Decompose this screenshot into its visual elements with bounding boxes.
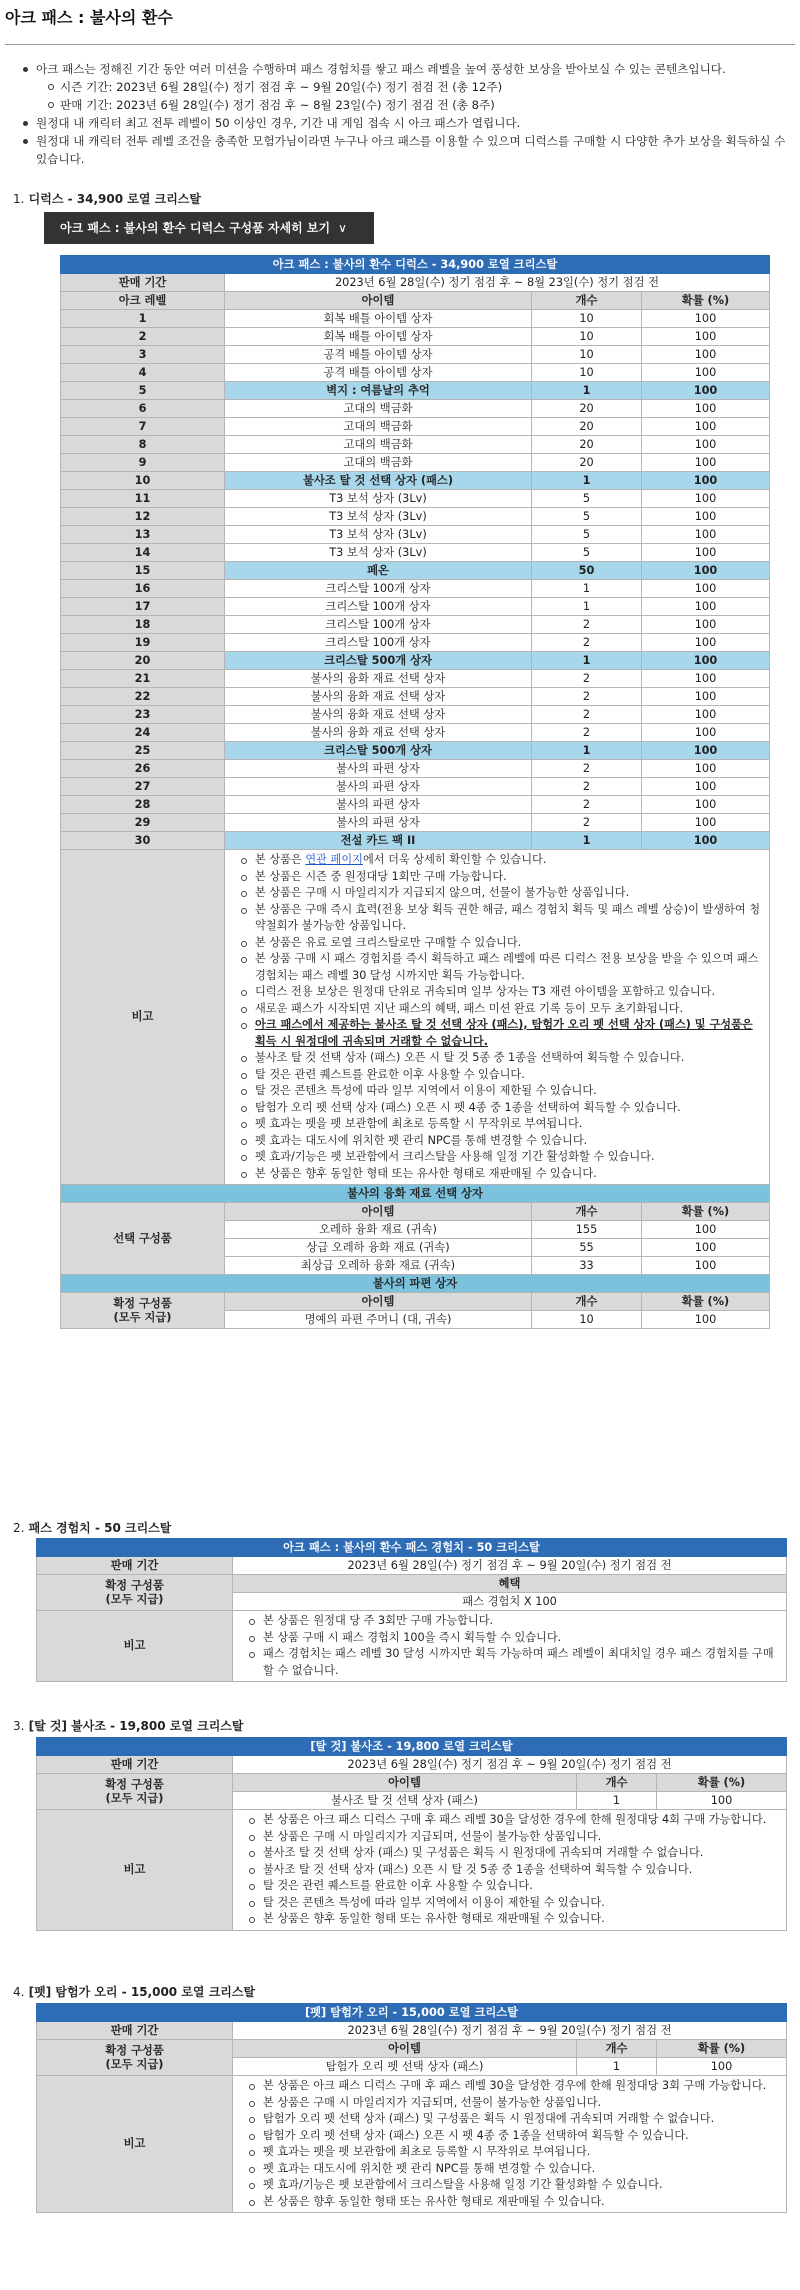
qty-cell: 1 — [532, 382, 642, 400]
level-cell: 6 — [61, 400, 225, 418]
title-divider — [5, 44, 795, 45]
level-row — [61, 526, 770, 544]
col-header-prob: 확률 (%) — [657, 2040, 787, 2058]
note-item: 불사조 탈 것 선택 상자 (패스) 오픈 시 탈 것 5종 중 1종을 선택하여 획득할 수 있습니다. — [255, 1050, 763, 1067]
item-cell: 크리스탈 500개 상자 — [225, 742, 532, 760]
level-cell: 15 — [61, 562, 225, 580]
choice-qty: 155 — [532, 1221, 642, 1239]
level-row — [61, 364, 770, 382]
item-cell: 공격 배틀 아이템 상자 — [225, 346, 532, 364]
level-cell: 8 — [61, 436, 225, 454]
prob-cell: 100 — [642, 562, 770, 580]
note-item: 본 상품은 원정대 당 주 3회만 구매 가능합니다. — [263, 1613, 780, 1630]
note-item: 탈 것은 관련 퀘스트를 완료한 이후 사용할 수 있습니다. — [263, 1878, 780, 1895]
shard-item: 명예의 파편 주머니 (대, 귀속) — [225, 1311, 532, 1329]
level-cell: 12 — [61, 508, 225, 526]
item-cell: 불사의 융화 재료 선택 상자 — [225, 724, 532, 742]
note-item: 본 상품은 아크 패스 디럭스 구매 후 패스 레벨 30을 달성한 경우에 한해 원정대당 4회 구매 가능합니다. — [263, 1812, 780, 1829]
qty-cell: 10 — [532, 328, 642, 346]
duck-item: 탐험가 오리 펫 선택 상자 (패스) — [233, 2058, 577, 2076]
prob-cell: 100 — [642, 346, 770, 364]
prob-cell: 100 — [642, 544, 770, 562]
qty-cell: 5 — [532, 508, 642, 526]
deluxe-table — [60, 255, 770, 1329]
level-row — [61, 346, 770, 364]
qty-cell: 2 — [532, 796, 642, 814]
item-cell: 불사조 탈 것 선택 상자 (패스) — [225, 472, 532, 490]
note-item: 본 상품은 구매 즉시 효력(전용 보상 획득 권한 해금, 패스 경험치 획득 및 패스 레벨 상승)이 발생하여 청약철회가 불가능한 상품입니다. — [255, 902, 763, 935]
prob-cell: 100 — [642, 778, 770, 796]
choice-item: 오레하 융화 재료 (귀속) — [225, 1221, 532, 1239]
item-cell: 전설 카드 팩 II — [225, 832, 532, 850]
level-row — [61, 436, 770, 454]
qty-cell: 1 — [532, 742, 642, 760]
note-item: 본 상품은 구매 시 마일리지가 지급되며, 선물이 불가능한 상품입니다. — [263, 1829, 780, 1846]
intro-item: 아크 패스는 정해진 기간 동안 여러 미션을 수행하며 패스 경험치를 쌓고 패스 레벨을 높여 풍성한 보상을 받아보실 수 있는 콘텐츠입니다. 시즌 기간: 2023년 6월 28일(수) 정기 점검 후 ~ 9월 20일(수) 정기 점검 전 (총 12주) 판매 기간: 2023년 6월 28일(수) 정기 점검 후 ~ 8월 23일(수) 정기 점검 전 (총 8주) — [36, 60, 786, 114]
section2-title: 2. 패스 경험치 - 50 크리스탈 — [13, 1521, 172, 1535]
sale-period-value: 2023년 6월 28일(수) 정기 점검 후 ~ 8월 23일(수) 정기 점검 전 — [225, 274, 770, 292]
note-item: 새로운 패스가 시작되면 지난 패스의 혜택, 패스 미션 완료 기록 등이 모두 초기화됩니다. — [255, 1001, 763, 1018]
prob-cell: 100 — [642, 436, 770, 454]
col-header-qty: 개수 — [532, 1293, 642, 1311]
choice-label: 선택 구성품 — [61, 1203, 225, 1275]
level-cell: 2 — [61, 328, 225, 346]
qty-cell: 2 — [532, 688, 642, 706]
prob-cell: 100 — [642, 454, 770, 472]
qty-cell: 20 — [532, 436, 642, 454]
sale-period-label: 판매 기간 — [37, 1557, 233, 1575]
qty-cell: 50 — [532, 562, 642, 580]
item-cell: 벽지 : 여름날의 추억 — [225, 382, 532, 400]
item-cell: 페온 — [225, 562, 532, 580]
level-cell: 5 — [61, 382, 225, 400]
level-row — [61, 580, 770, 598]
phoenix-table-title: [탈 것] 불사조 - 19,800 로열 크리스탈 — [37, 1738, 787, 1756]
prob-cell: 100 — [642, 724, 770, 742]
note-item: 펫 효과/기능은 펫 보관함에서 크리스탈을 사용해 일정 기간 활성화할 수 있습니다. — [255, 1149, 763, 1166]
item-cell: 크리스탈 100개 상자 — [225, 634, 532, 652]
prob-cell: 100 — [642, 382, 770, 400]
sale-period-value: 2023년 6월 28일(수) 정기 점검 후 ~ 9월 20일(수) 정기 점검 전 — [233, 1557, 787, 1575]
note-item: 본 상품 구매 시 패스 경험치 100을 즉시 획득할 수 있습니다. — [263, 1630, 780, 1647]
prob-cell: 100 — [642, 634, 770, 652]
sale-period-value: 2023년 6월 28일(수) 정기 점검 후 ~ 9월 20일(수) 정기 점검 전 — [233, 2022, 787, 2040]
duck-prob: 100 — [657, 2058, 787, 2076]
level-row — [61, 382, 770, 400]
note-label: 비고 — [37, 2076, 233, 2213]
deluxe-table-title: 아크 패스 : 불사의 환수 디럭스 - 34,900 로열 크리스탈 — [61, 256, 770, 274]
intro-sub-item: 판매 기간: 2023년 6월 28일(수) 정기 점검 후 ~ 8월 23일(수) 정기 점검 전 (총 8주) — [60, 96, 786, 114]
prob-cell: 100 — [642, 472, 770, 490]
note-item: 본 상품은 향후 동일한 형태 또는 유사한 형태로 재판매될 수 있습니다. — [255, 1166, 763, 1183]
qty-cell: 1 — [532, 652, 642, 670]
col-header-item: 아이템 — [225, 292, 532, 310]
level-row — [61, 634, 770, 652]
note-item: 불사조 탈 것 선택 상자 (패스) 오픈 시 탈 것 5종 중 1종을 선택하여 획득할 수 있습니다. — [263, 1862, 780, 1879]
item-cell: 회복 배틀 아이템 상자 — [225, 310, 532, 328]
level-cell: 24 — [61, 724, 225, 742]
prob-cell: 100 — [642, 688, 770, 706]
prob-cell: 100 — [642, 742, 770, 760]
duck-notes — [233, 2076, 787, 2213]
item-cell: 불사의 파편 상자 — [225, 814, 532, 832]
prob-cell: 100 — [642, 400, 770, 418]
note-item: 탈 것은 콘텐츠 특성에 따라 일부 지역에서 이용이 제한될 수 있습니다. — [255, 1083, 763, 1100]
pass-exp-table — [36, 1538, 787, 1682]
level-cell: 19 — [61, 634, 225, 652]
item-cell: 크리스탈 100개 상자 — [225, 580, 532, 598]
section3-title: 3. [탈 것] 불사조 - 19,800 로열 크리스탈 — [13, 1719, 244, 1733]
col-header-prob: 확률 (%) — [657, 1774, 787, 1792]
qty-cell: 10 — [532, 310, 642, 328]
note-item: 본 상품은 구매 시 마일리지가 지급되지 않으며, 선물이 불가능한 상품입니다. — [255, 885, 763, 902]
note-item: 아크 패스에서 제공하는 불사조 탈 것 선택 상자 (패스), 탐험가 오리 펫 선택 상자 (패스) 및 구성품은 획득 시 원정대에 귀속되며 거래할 수 없습니다. — [255, 1017, 763, 1050]
note-item: 펫 효과는 펫을 펫 보관함에 최초로 등록할 시 무작위로 부여됩니다. — [255, 1116, 763, 1133]
prob-cell: 100 — [642, 490, 770, 508]
phoenix-item: 불사조 탈 것 선택 상자 (패스) — [233, 1792, 577, 1810]
prob-cell: 100 — [642, 364, 770, 382]
qty-cell: 1 — [532, 472, 642, 490]
prob-cell: 100 — [642, 706, 770, 724]
level-cell: 18 — [61, 616, 225, 634]
level-cell: 20 — [61, 652, 225, 670]
duck-table-title: [펫] 탐험가 오리 - 15,000 로열 크리스탈 — [37, 2004, 787, 2022]
intro-item: 원정대 내 캐릭터 전투 레벨 조건을 충족한 모험가님이라면 누구나 아크 패스를 이용할 수 있으며 디럭스를 구매할 시 다양한 추가 보상을 획득하실 수 있습니다. — [36, 134, 786, 166]
qty-cell: 2 — [532, 814, 642, 832]
note-item: 본 상품은 구매 시 마일리지가 지급되며, 선물이 불가능한 상품입니다. — [263, 2095, 780, 2112]
prob-cell: 100 — [642, 580, 770, 598]
qty-cell: 1 — [532, 598, 642, 616]
item-cell: 크리스탈 100개 상자 — [225, 616, 532, 634]
item-cell: 고대의 백금화 — [225, 436, 532, 454]
note-item: 패스 경험치는 패스 레벨 30 달성 시까지만 획득 가능하며 패스 레벨이 최대치일 경우 패스 경험치를 구매할 수 없습니다. — [263, 1646, 780, 1679]
intro-list — [36, 60, 786, 168]
item-cell: T3 보석 상자 (3Lv) — [225, 526, 532, 544]
phoenix-notes-list — [263, 1812, 780, 1928]
item-cell: 크리스탈 500개 상자 — [225, 652, 532, 670]
level-cell: 25 — [61, 742, 225, 760]
level-row — [61, 688, 770, 706]
level-cell: 23 — [61, 706, 225, 724]
qty-cell: 2 — [532, 778, 642, 796]
note-item: 펫 효과는 대도시에 위치한 펫 관리 NPC를 통해 변경할 수 있습니다. — [255, 1133, 763, 1150]
qty-cell: 10 — [532, 346, 642, 364]
level-cell: 28 — [61, 796, 225, 814]
level-cell: 11 — [61, 490, 225, 508]
qty-cell: 20 — [532, 418, 642, 436]
note-label: 비고 — [37, 1810, 233, 1931]
qty-cell: 2 — [532, 616, 642, 634]
level-row — [61, 814, 770, 832]
item-cell: T3 보석 상자 (3Lv) — [225, 508, 532, 526]
note-item: 탐험가 오리 펫 선택 상자 (패스) 오픈 시 펫 4종 중 1종을 선택하여 획득할 수 있습니다. — [255, 1100, 763, 1117]
col-header-item: 아이템 — [225, 1203, 532, 1221]
level-row — [61, 652, 770, 670]
qty-cell: 2 — [532, 724, 642, 742]
level-cell: 3 — [61, 346, 225, 364]
level-row — [61, 562, 770, 580]
qty-cell: 5 — [532, 526, 642, 544]
level-row — [61, 418, 770, 436]
prob-cell: 100 — [642, 526, 770, 544]
prob-cell: 100 — [642, 598, 770, 616]
level-row — [61, 598, 770, 616]
qty-cell: 5 — [532, 544, 642, 562]
note-item: 탐험가 오리 펫 선택 상자 (패스) 및 구성품은 획득 시 원정대에 귀속되며 거래할 수 없습니다. — [263, 2111, 780, 2128]
level-cell: 21 — [61, 670, 225, 688]
note-item: 탈 것은 콘텐츠 특성에 따라 일부 지역에서 이용이 제한될 수 있습니다. — [263, 1895, 780, 1912]
level-cell: 17 — [61, 598, 225, 616]
note-item: 본 상품은 연관 페이지에서 더욱 상세히 확인할 수 있습니다. — [255, 852, 763, 869]
page-title: 아크 패스 : 불사의 환수 — [5, 8, 173, 27]
item-cell: 회복 배틀 아이템 상자 — [225, 328, 532, 346]
fixed-label: 확정 구성품 (모두 지급) — [61, 1293, 225, 1329]
qty-cell: 1 — [532, 832, 642, 850]
item-cell: 고대의 백금화 — [225, 400, 532, 418]
note-label: 비고 — [37, 1611, 233, 1682]
item-cell: 고대의 백금화 — [225, 418, 532, 436]
level-cell: 26 — [61, 760, 225, 778]
choice-prob: 100 — [642, 1239, 770, 1257]
phoenix-prob: 100 — [657, 1792, 787, 1810]
related-page-link[interactable]: 연관 페이지 — [305, 853, 363, 866]
intro-item: 원정대 내 캐릭터 최고 전투 레벨이 50 이상인 경우, 기간 내 게임 접속 시 아크 패스가 열립니다. — [36, 114, 786, 132]
level-cell: 14 — [61, 544, 225, 562]
qty-cell: 1 — [532, 580, 642, 598]
note-item: 불사조 탈 것 선택 상자 (패스) 및 구성품은 획득 시 원정대에 귀속되며 거래할 수 없습니다. — [263, 1845, 780, 1862]
col-header-level: 아크 레벨 — [61, 292, 225, 310]
level-cell: 16 — [61, 580, 225, 598]
qty-cell: 10 — [532, 364, 642, 382]
level-cell: 1 — [61, 310, 225, 328]
pass-exp-notes — [233, 1611, 787, 1682]
details-toggle-button[interactable]: 아크 패스 : 불사의 환수 디럭스 구성품 자세히 보기 ∨ — [44, 212, 374, 244]
prob-cell: 100 — [642, 670, 770, 688]
level-cell: 27 — [61, 778, 225, 796]
col-header-item: 아이템 — [233, 2040, 577, 2058]
prob-cell: 100 — [642, 616, 770, 634]
choice-item: 최상급 오레하 융화 재료 (귀속) — [225, 1257, 532, 1275]
prob-cell: 100 — [642, 796, 770, 814]
choice-item: 상급 오레하 융화 재료 (귀속) — [225, 1239, 532, 1257]
prob-cell: 100 — [642, 310, 770, 328]
level-row — [61, 616, 770, 634]
note-item: 펫 효과는 펫을 펫 보관함에 최초로 등록할 시 무작위로 부여됩니다. — [263, 2144, 780, 2161]
deluxe-notes — [225, 850, 770, 1185]
qty-cell: 20 — [532, 454, 642, 472]
level-cell: 30 — [61, 832, 225, 850]
fixed-label: 확정 구성품 (모두 지급) — [37, 1774, 233, 1810]
sale-period-label: 판매 기간 — [37, 2022, 233, 2040]
intro-sub-list — [60, 78, 786, 114]
prob-cell: 100 — [642, 418, 770, 436]
phoenix-qty: 1 — [577, 1792, 657, 1810]
choice-box-title: 불사의 융화 재료 선택 상자 — [61, 1185, 770, 1203]
fixed-label: 확정 구성품 (모두 지급) — [37, 2040, 233, 2076]
item-cell: 불사의 파편 상자 — [225, 778, 532, 796]
level-row — [61, 544, 770, 562]
choice-prob: 100 — [642, 1257, 770, 1275]
phoenix-notes — [233, 1810, 787, 1931]
duck-notes-list — [263, 2078, 780, 2210]
note-label: 비고 — [61, 850, 225, 1185]
note-item: 디럭스 전용 보상은 원정대 단위로 귀속되며 일부 상자는 T3 재련 아이템을 포함하고 있습니다. — [255, 984, 763, 1001]
item-cell: 불사의 융화 재료 선택 상자 — [225, 688, 532, 706]
level-cell: 7 — [61, 418, 225, 436]
level-cell: 10 — [61, 472, 225, 490]
note-item: 본 상품 구매 시 패스 경험치를 즉시 획득하고 패스 레벨에 따른 디럭스 전용 보상을 받을 수 있으며 패스 경험치는 패스 레벨 30 달성 시까지만 획득 가능합니다. — [255, 951, 763, 984]
item-cell: T3 보석 상자 (3Lv) — [225, 490, 532, 508]
benefit-header: 혜택 — [233, 1575, 787, 1593]
choice-qty: 33 — [532, 1257, 642, 1275]
prob-cell: 100 — [642, 508, 770, 526]
qty-cell: 2 — [532, 706, 642, 724]
level-cell: 9 — [61, 454, 225, 472]
shard-box-title: 불사의 파편 상자 — [61, 1275, 770, 1293]
duck-table — [36, 2003, 787, 2213]
note-item: 펫 효과/기능은 펫 보관함에서 크리스탈을 사용해 일정 기간 활성화할 수 있습니다. — [263, 2177, 780, 2194]
col-header-qty: 개수 — [577, 2040, 657, 2058]
benefit-value: 패스 경험치 X 100 — [233, 1593, 787, 1611]
deluxe-notes-list — [255, 852, 763, 1182]
prob-cell: 100 — [642, 814, 770, 832]
note-item: 탐험가 오리 펫 선택 상자 (패스) 오픈 시 펫 4종 중 1종을 선택하여 획득할 수 있습니다. — [263, 2128, 780, 2145]
col-header-prob: 확률 (%) — [642, 1293, 770, 1311]
section1-title: 1. 디럭스 - 34,900 로열 크리스탈 — [13, 192, 201, 206]
note-item: 본 상품은 향후 동일한 형태 또는 유사한 형태로 재판매될 수 있습니다. — [263, 1911, 780, 1928]
item-cell: 고대의 백금화 — [225, 454, 532, 472]
level-row — [61, 490, 770, 508]
level-row — [61, 706, 770, 724]
item-cell: 불사의 파편 상자 — [225, 796, 532, 814]
choice-prob: 100 — [642, 1221, 770, 1239]
level-row — [61, 724, 770, 742]
level-row — [61, 328, 770, 346]
col-header-item: 아이템 — [225, 1293, 532, 1311]
col-header-qty: 개수 — [532, 1203, 642, 1221]
duck-qty: 1 — [577, 2058, 657, 2076]
level-row — [61, 400, 770, 418]
level-cell: 4 — [61, 364, 225, 382]
fixed-label: 확정 구성품 (모두 지급) — [37, 1575, 233, 1611]
note-item: 본 상품은 유료 로열 크리스탈로만 구매할 수 있습니다. — [255, 935, 763, 952]
col-header-qty: 개수 — [532, 292, 642, 310]
item-cell: 크리스탈 100개 상자 — [225, 598, 532, 616]
level-row — [61, 760, 770, 778]
choice-qty: 55 — [532, 1239, 642, 1257]
item-cell: 공격 배틀 아이템 상자 — [225, 364, 532, 382]
note-item: 본 상품은 시즌 중 원정대당 1회만 구매 가능합니다. — [255, 869, 763, 886]
level-row — [61, 742, 770, 760]
qty-cell: 20 — [532, 400, 642, 418]
col-header-prob: 확률 (%) — [642, 1203, 770, 1221]
note-item: 펫 효과는 대도시에 위치한 펫 관리 NPC를 통해 변경할 수 있습니다. — [263, 2161, 780, 2178]
prob-cell: 100 — [642, 832, 770, 850]
qty-cell: 2 — [532, 670, 642, 688]
note-item: 본 상품은 아크 패스 디럭스 구매 후 패스 레벨 30을 달성한 경우에 한해 원정대당 3회 구매 가능합니다. — [263, 2078, 780, 2095]
sale-period-value: 2023년 6월 28일(수) 정기 점검 후 ~ 9월 20일(수) 정기 점검 전 — [233, 1756, 787, 1774]
note-item: 탈 것은 관련 퀘스트를 완료한 이후 사용할 수 있습니다. — [255, 1067, 763, 1084]
note-item: 본 상품은 향후 동일한 형태 또는 유사한 형태로 재판매될 수 있습니다. — [263, 2194, 780, 2211]
qty-cell: 5 — [532, 490, 642, 508]
shard-qty: 10 — [532, 1311, 642, 1329]
col-header-prob: 확률 (%) — [642, 292, 770, 310]
level-row — [61, 778, 770, 796]
item-cell: 불사의 융화 재료 선택 상자 — [225, 706, 532, 724]
phoenix-table — [36, 1737, 787, 1931]
sale-period-label: 판매 기간 — [61, 274, 225, 292]
sale-period-label: 판매 기간 — [37, 1756, 233, 1774]
level-row — [61, 796, 770, 814]
intro-sub-item: 시즌 기간: 2023년 6월 28일(수) 정기 점검 후 ~ 9월 20일(수) 정기 점검 전 (총 12주) — [60, 78, 786, 96]
item-cell: T3 보석 상자 (3Lv) — [225, 544, 532, 562]
prob-cell: 100 — [642, 328, 770, 346]
prob-cell: 100 — [642, 652, 770, 670]
level-row — [61, 454, 770, 472]
col-header-item: 아이템 — [233, 1774, 577, 1792]
level-row — [61, 310, 770, 328]
level-row — [61, 670, 770, 688]
level-cell: 29 — [61, 814, 225, 832]
qty-cell: 2 — [532, 760, 642, 778]
section4-title: 4. [펫] 탐험가 오리 - 15,000 로열 크리스탈 — [13, 1985, 256, 1999]
prob-cell: 100 — [642, 760, 770, 778]
qty-cell: 2 — [532, 634, 642, 652]
level-cell: 22 — [61, 688, 225, 706]
col-header-qty: 개수 — [577, 1774, 657, 1792]
level-row — [61, 472, 770, 490]
pass-exp-notes-list — [263, 1613, 780, 1679]
item-cell: 불사의 파편 상자 — [225, 760, 532, 778]
level-cell: 13 — [61, 526, 225, 544]
item-cell: 불사의 융화 재료 선택 상자 — [225, 670, 532, 688]
chevron-down-icon: ∨ — [338, 221, 347, 235]
level-row — [61, 832, 770, 850]
pass-exp-table-title: 아크 패스 : 불사의 환수 패스 경험치 - 50 크리스탈 — [37, 1539, 787, 1557]
level-row — [61, 508, 770, 526]
shard-prob: 100 — [642, 1311, 770, 1329]
